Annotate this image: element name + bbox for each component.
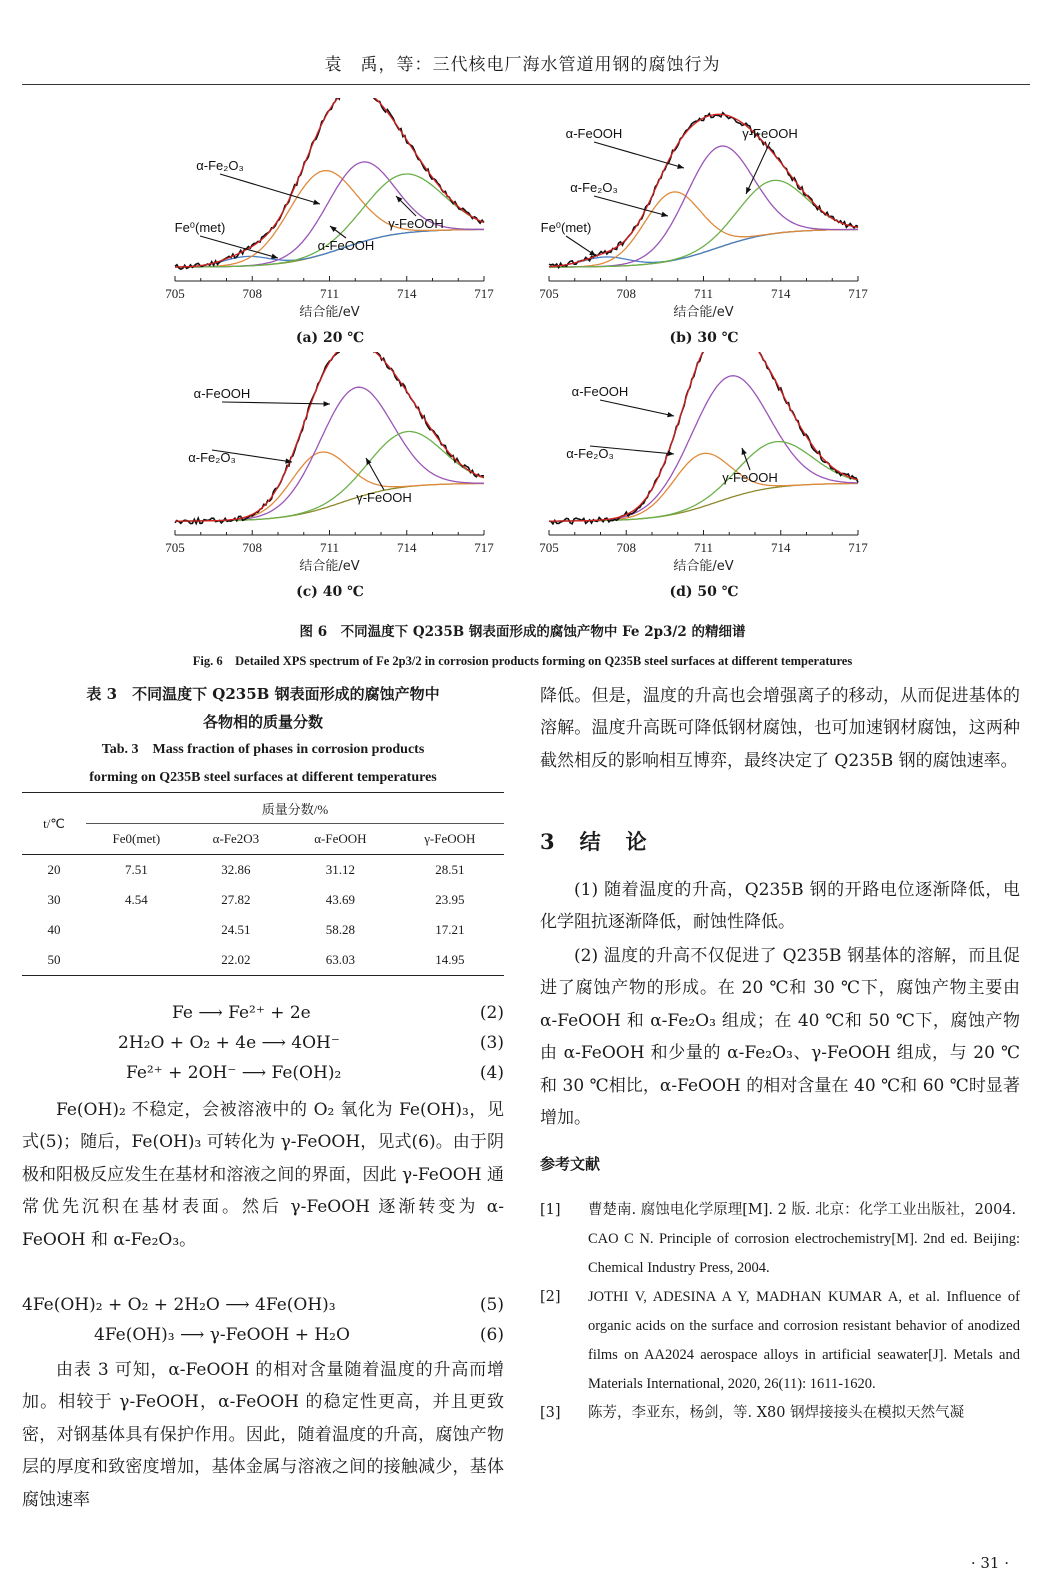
equation-5 bbox=[22, 1290, 504, 1320]
x-axis-label: 结合能/eV bbox=[299, 305, 360, 320]
x-tick-label: 708 bbox=[616, 286, 636, 301]
table-row-header: t/℃ bbox=[43, 815, 65, 831]
fit-envelope bbox=[549, 352, 858, 521]
arrowhead bbox=[313, 200, 320, 205]
reference-item bbox=[540, 1283, 1020, 1399]
table-col-header: α-Fe2O3 bbox=[212, 831, 260, 846]
x-tick-label: 717 bbox=[474, 540, 494, 555]
x-tick-label: 705 bbox=[165, 286, 185, 301]
reference-list bbox=[540, 1196, 1020, 1428]
equation-number: (2) bbox=[479, 1003, 504, 1023]
table-cell: 40 bbox=[47, 922, 61, 937]
arrowhead bbox=[271, 254, 278, 259]
panel-label-d: (d) 50 ℃ bbox=[669, 584, 739, 600]
x-tick-label: 714 bbox=[771, 286, 791, 301]
peak-label: α-Fe₂O₃ bbox=[570, 180, 618, 195]
references-title: 参考文献 bbox=[540, 1155, 601, 1173]
table-cell: 27.82 bbox=[221, 892, 251, 907]
table-cell: 24.51 bbox=[221, 922, 251, 937]
mass-fraction-table bbox=[22, 792, 504, 976]
table-cell: 4.54 bbox=[124, 892, 148, 907]
table-cell: 30 bbox=[47, 892, 61, 907]
x-tick-label: 711 bbox=[693, 540, 714, 555]
x-tick-label: 717 bbox=[848, 286, 868, 301]
x-tick-label: 711 bbox=[319, 286, 340, 301]
x-axis-label: 结合能/eV bbox=[299, 559, 360, 574]
x-tick-label: 717 bbox=[848, 540, 868, 555]
table-cell: 17.21 bbox=[435, 922, 465, 937]
table-cell: 7.51 bbox=[124, 862, 148, 877]
arrowhead bbox=[330, 226, 337, 232]
label-arrow bbox=[220, 174, 320, 204]
reference-item bbox=[540, 1399, 1020, 1428]
table-col-header: Fe0(met) bbox=[112, 831, 161, 846]
table-row bbox=[22, 915, 504, 945]
xps-chart-d bbox=[534, 352, 874, 584]
table-cell: 14.95 bbox=[435, 952, 465, 967]
x-axis-label: 结合能/eV bbox=[673, 559, 734, 574]
equation-text: Fe ⟶ Fe²⁺ + 2e bbox=[172, 1003, 311, 1023]
peak-label: γ-FeOOH bbox=[722, 470, 778, 485]
table-caption-cn-1: 表 3 不同温度下 Q235B 钢表面形成的腐蚀产物中 bbox=[86, 685, 440, 703]
xps-chart-c bbox=[160, 352, 500, 584]
peak-label: α-FeOOH bbox=[565, 126, 623, 141]
panel-label-b: (b) 30 ℃ bbox=[669, 330, 739, 346]
x-tick-label: 711 bbox=[693, 286, 714, 301]
arrowhead bbox=[742, 448, 747, 455]
x-tick-label: 714 bbox=[771, 540, 791, 555]
x-tick-label: 714 bbox=[397, 286, 417, 301]
reference-item bbox=[540, 1196, 1020, 1283]
reference-number: [3] bbox=[540, 1405, 561, 1421]
label-arrow bbox=[600, 400, 674, 416]
peak-α-FeOOH bbox=[549, 146, 858, 267]
panel-label-c: (c) 40 ℃ bbox=[296, 584, 364, 600]
x-tick-label: 705 bbox=[539, 286, 559, 301]
table-cell: 50 bbox=[47, 952, 61, 967]
table-row bbox=[22, 885, 504, 915]
table-cell: 63.03 bbox=[325, 952, 355, 967]
background-curve bbox=[549, 230, 858, 268]
table-cell bbox=[86, 915, 187, 945]
equation-number: (4) bbox=[479, 1063, 504, 1083]
label-arrow bbox=[222, 402, 330, 404]
equation-4 bbox=[22, 1058, 504, 1088]
x-tick-label: 708 bbox=[616, 540, 636, 555]
table-cell: 28.51 bbox=[435, 862, 465, 877]
peak-label: Fe⁰(met) bbox=[174, 220, 226, 235]
arrowhead bbox=[677, 164, 684, 169]
equation-6 bbox=[22, 1320, 504, 1350]
equation-2 bbox=[22, 998, 504, 1028]
table-cell bbox=[86, 945, 187, 976]
reference-number: [1] bbox=[540, 1202, 561, 1218]
table-col-header: γ-FeOOH bbox=[424, 831, 476, 846]
conclusion-1: (1) 随着温度的升高，Q235B 钢的开路电位逐渐降低，电化学阻抗逐渐降低，耐蚀性降低。 bbox=[540, 880, 1020, 933]
body-paragraph-right-0: 降低。但是，温度的升高也会增强离子的移动，从而促进基体的溶解。温度升高既可降低钢材腐蚀，也可加速钢材腐蚀，这两种截然相反的影响相互博弈，最终决定了 Q235B 钢的腐蚀速率。 bbox=[540, 686, 1020, 771]
peak-label: Fe⁰(met) bbox=[540, 220, 592, 235]
xps-panel-d bbox=[534, 352, 874, 604]
x-axis-label: 结合能/eV bbox=[673, 305, 734, 320]
peak-label: γ-FeOOH bbox=[356, 490, 412, 505]
equation-3 bbox=[22, 1028, 504, 1058]
xps-chart-a bbox=[160, 98, 500, 330]
arrowhead bbox=[324, 401, 330, 406]
table-cell: 31.12 bbox=[325, 862, 355, 877]
table-cell: 43.69 bbox=[325, 892, 355, 907]
peak-label: α-Fe₂O₃ bbox=[196, 158, 244, 173]
xps-chart-b bbox=[534, 98, 874, 330]
table-cell: 22.02 bbox=[221, 952, 251, 967]
peak-label: α-FeOOH bbox=[571, 384, 629, 399]
peak-label: α-Fe₂O₃ bbox=[188, 450, 236, 465]
figure-caption-cn: 图 6 不同温度下 Q235B 钢表面形成的腐蚀产物中 Fe 2p3/2 的精细谱 bbox=[299, 624, 746, 640]
background-curve bbox=[549, 484, 858, 522]
running-header: 袁 禹，等：三代核电厂海水管道用钢的腐蚀行为 bbox=[324, 55, 721, 75]
peak-α-Fe2O3 bbox=[549, 453, 858, 521]
header-rule bbox=[22, 84, 1030, 85]
reference-number: [2] bbox=[540, 1289, 561, 1305]
equation-text: 4Fe(OH)₂ + O₂ + 2H₂O ⟶ 4Fe(OH)₃ bbox=[22, 1295, 336, 1315]
xps-panel-a bbox=[160, 98, 500, 350]
equation-number: (6) bbox=[479, 1325, 504, 1345]
xps-panel-c bbox=[160, 352, 500, 604]
equations-block-2 bbox=[22, 1290, 504, 1350]
peak-label: γ-FeOOH bbox=[388, 216, 444, 231]
table-caption-en-2: forming on Q235B steel surfaces at different temperatures bbox=[89, 770, 437, 785]
arrowhead bbox=[667, 412, 674, 417]
equation-number: (5) bbox=[479, 1295, 504, 1315]
peak-label: α-Fe₂O₃ bbox=[566, 446, 614, 461]
x-tick-label: 711 bbox=[319, 540, 340, 555]
x-tick-label: 705 bbox=[165, 540, 185, 555]
label-arrow bbox=[594, 196, 668, 216]
x-tick-label: 708 bbox=[242, 540, 262, 555]
table-caption-en-1: Tab. 3 Mass fraction of phases in corrosion products bbox=[101, 742, 425, 757]
equation-text: 2H₂O + O₂ + 4e ⟶ 4OH⁻ bbox=[118, 1033, 340, 1053]
equation-text: 4Fe(OH)₃ ⟶ γ-FeOOH + H₂O bbox=[94, 1325, 350, 1345]
x-tick-label: 717 bbox=[474, 286, 494, 301]
equation-number: (3) bbox=[479, 1033, 504, 1053]
section-title: 3 结 论 bbox=[540, 829, 649, 854]
reference-text-cn: 曹楚南. 腐蚀电化学原理[M]. 2 版. 北京：化学工业出版社，2004. bbox=[588, 1202, 1017, 1218]
table-cell: 58.28 bbox=[325, 922, 355, 937]
peak-Fe0(met) bbox=[549, 230, 858, 267]
panel-label-a: (a) 20 ℃ bbox=[295, 330, 365, 346]
label-arrow bbox=[594, 142, 684, 168]
x-tick-label: 705 bbox=[539, 540, 559, 555]
table-cell: 20 bbox=[47, 862, 61, 877]
table-row bbox=[22, 945, 504, 976]
x-tick-label: 708 bbox=[242, 286, 262, 301]
arrowhead bbox=[589, 250, 596, 256]
background-curve bbox=[175, 484, 484, 522]
table-row bbox=[22, 855, 504, 886]
figure-caption-en: Fig. 6 Detailed XPS spectrum of Fe 2p3/2 in corrosion products forming on Q235B steel surfaces at different temperatures bbox=[192, 654, 853, 668]
reference-text-en: JOTHI V, ADESINA A Y, MADHAN KUMAR A, et al. Influence of organic acids on the surface and corrosion resistant behavior of anodized films on AA2024 aerospace alloys in artificial seawater[J]. Metals and Materials International, 2020, 26(11): 1611-1620. bbox=[588, 1289, 1020, 1392]
x-tick-label: 714 bbox=[397, 540, 417, 555]
table-block bbox=[22, 680, 504, 976]
body-paragraph-left-1: Fe(OH)₂ 不稳定，会被溶液中的 O₂ 氧化为 Fe(OH)₃，见式(5)；随后，Fe(OH)₃ 可转化为 γ-FeOOH，见式(6)。由于阴极和阳极反应发生在基材和溶液之间的界面，因此 γ-FeOOH 通常优先沉积在基材表面。然后 γ-FeOOH 逐渐转变为 α-FeOOH 和 α-Fe₂O₃。 bbox=[22, 1100, 504, 1250]
table-cell: 32.86 bbox=[221, 862, 251, 877]
table-group-header: 质量分数/% bbox=[86, 793, 504, 824]
equation-text: Fe²⁺ + 2OH⁻ ⟶ Fe(OH)₂ bbox=[126, 1063, 342, 1083]
table-cell: 23.95 bbox=[435, 892, 465, 907]
reference-text-cn: 陈芳，李亚东，杨剑，等. X80 钢焊接接头在模拟天然气凝 bbox=[588, 1405, 965, 1421]
raw-spectrum bbox=[549, 352, 858, 524]
peak-label: α-FeOOH bbox=[193, 386, 251, 401]
reference-text-en: CAO C N. Principle of corrosion electrochemistry[M]. 2nd ed. Beijing: Chemical Industry Press, 2004. bbox=[588, 1231, 1020, 1276]
xps-panel-b bbox=[534, 98, 874, 350]
body-paragraph-left-2: 由表 3 可知，α-FeOOH 的相对含量随着温度的升高而增加。相较于 γ-FeOOH，α-FeOOH 的稳定性更高，并且更致密，对钢基体具有保护作用。因此，随着温度的升高，腐蚀产物层的厚度和致密度增加，基体金属与溶液之间的接触减少，基体腐蚀速率 bbox=[22, 1360, 504, 1510]
conclusion-2: (2) 温度的升高不仅促进了 Q235B 钢基体的溶解，而且促进了腐蚀产物的形成。在 20 ℃和 30 ℃下，腐蚀产物主要由 α-FeOOH 和 α-Fe₂O₃ 组成；在 40 ℃和 50 ℃下，腐蚀产物由 α-FeOOH 和少量的 α-Fe₂O₃、γ-FeOOH 组成，与 20 ℃和 30 ℃相比，α-FeOOH 的相对含量在 40 ℃和 60 ℃时显著增加。 bbox=[540, 946, 1020, 1129]
peak-label: α-FeOOH bbox=[317, 238, 375, 253]
peak-label: γ-FeOOH bbox=[742, 126, 798, 141]
equations-block-1 bbox=[22, 998, 504, 1088]
table-col-header: α-FeOOH bbox=[314, 831, 367, 846]
page-number: · 31 · bbox=[970, 1554, 1009, 1572]
table-caption-cn-2: 各物相的质量分数 bbox=[202, 713, 323, 731]
